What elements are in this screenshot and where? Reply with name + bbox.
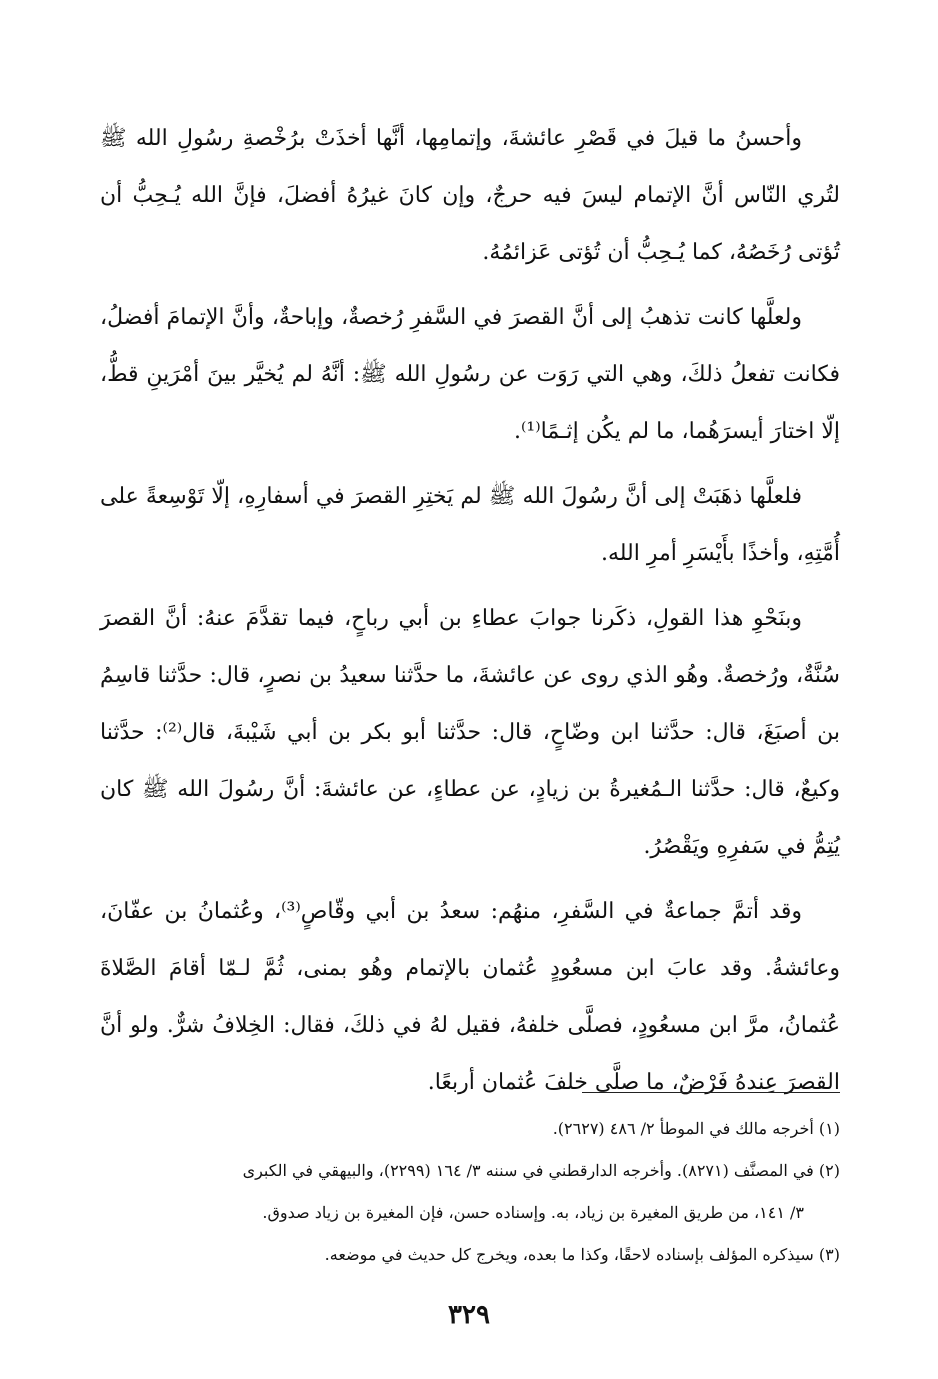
footnote-2: (٢) في المصنَّف (٨٢٧١). وأخرجه الدارقطني في سننه ٣/ ١٦٤ (٢٢٩٩)، والبيهقي في الكبرى — [242, 1161, 840, 1180]
paragraph-4: وبنَحْوِ هذا القولِ، ذكَرنا جوابَ عطاءِ بن أبي رباحٍ، فيما تقدَّمَ عنهُ: أنَّ القصرَ سُنَّةٌ، ورُخصةٌ. وهُو الذي روى عن عائشةَ، ما حدَّثنا سعيدُ بن نصرٍ، قال: حدَّثنا قاسِمُ بن أصبَغَ، قال: حدَّثنا ابن وضّاحٍ، قال: حدَّثنا أبو بكر بن أبي شَيْبةَ، قال⁽²⁾: حدَّثنا وكيعٌ، قال: حدَّثنا الـمُغيرةُ بن زيادٍ، عن عطاءٍ، عن عائشةَ: أنَّ رسُولَ الله ﷺ كان يُتِمُّ في سَفرِهِ ويَقْصُرُ. — [100, 606, 840, 859]
footnote-2-continuation: ٣/ ١٤١، من طريق المغيرة بن زياد، به. وإسناده حسن، فإن المغيرة بن زياد صدوق. — [262, 1203, 804, 1222]
paragraph-2: ولعلَّها كانت تذهبُ إلى أنَّ القصرَ في السَّفرِ رُخصةٌ، وإباحةٌ، وأنَّ الإتمامَ أفضلُ، فكانت تفعلُ ذلكَ، وهي التي رَوَت عن رسُولِ الله ﷺ: أنَّهُ لم يُخيَّر بينَ أمْرَينِ قطُّ، إلّا اختارَ أيسرَهُما، ما لم يكُن إثـمًا⁽¹⁾. — [100, 305, 840, 444]
footnote-separator — [582, 1092, 840, 1093]
footnote-1: (١) أخرجه مالك في الموطأ ٢/ ٤٨٦ (٢٦٢٧). — [552, 1119, 840, 1138]
footnote-3: (٣) سيذكره المؤلف بإسناده لاحقًا، وكذا ما بعده، ويخرج كل حديث في موضعه. — [324, 1245, 840, 1264]
main-text — [100, 110, 840, 1119]
footnotes — [100, 1108, 840, 1276]
paragraph-3: فلعلَّها ذهَبَتْ إلى أنَّ رسُولَ الله ﷺ لم يَختِرِ القصرَ في أسفارِهِ، إلّا تَوْسِعةً على أُمَّتِهِ، وأخذًا بأَيْسَرِ أمرِ الله. — [100, 484, 840, 566]
page-number: ٣٢٩ — [448, 1300, 490, 1330]
paragraph-5: وقد أتمَّ جماعةٌ في السَّفرِ، منهُم: سعدُ بن أبي وقّاصٍ⁽³⁾، وعُثمانُ بن عفّانَ، وعائشةُ. وقد عابَ ابن مسعُودٍ عُثمان بالإتمام وهُو بمنى، ثُمَّ لـمّا أقامَ الصَّلاةَ عُثمانُ، مرَّ ابن مسعُودٍ، فصلَّى خلفهُ، فقيل لهُ في ذلكَ، فقال: الخِلافُ شرٌّ. ولو أنَّ القصرَ عِندهُ فَرْضٌ، ما صلَّى خلفَ عُثمان أربعًا. — [100, 899, 840, 1095]
paragraph-1: وأحسنُ ما قيلَ في قَصْرِ عائشةَ، وإتمامِها، أنَّها أخذَتْ برُخْصةِ رسُولِ الله ﷺ لتُري النّاس أنَّ الإتمام ليسَ فيه حرجٌ، وإن كانَ غيرُهُ أفضلَ، فإنَّ الله يُـحِبُّ أن تُؤتى رُخَصُهُ، كما يُـحِبُّ أن تُؤتى عَزائمُهُ. — [100, 126, 840, 265]
